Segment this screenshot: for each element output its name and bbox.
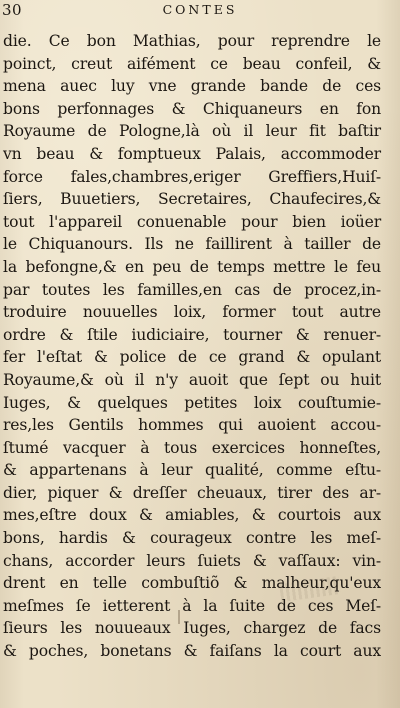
text-line: ſiers, Buuetiers, Secretaires, Chaufecires,& [3,190,381,209]
text-line: die. Ce bon Mathias, pour reprendre le [3,32,381,50]
text-line: ſtumé vacquer à tous exercices honneſtes, [3,438,381,457]
text-line: vn beau & fomptueux Palais, accommoder [3,144,381,163]
text-line: mena auec luy vne grande bande de ces [3,77,381,96]
text-line: ordre & ſtile iudiciaire, tourner & renuer- [3,325,381,344]
body-text [3,30,381,663]
text-line: meſmes ſe ietterent à la ſuite de ces Meſ- [3,596,381,615]
text-line: fer l'eſtat & police de ce grand & opulant [3,348,381,367]
text-line: res,les Gentils hommes qui auoient accou- [3,416,381,435]
text-line: poinct, creut aifément ce beau confeil, & [3,54,381,73]
text-line: ſieurs les nouueaux Iuges, chargez de facs [3,619,381,638]
text-line: troduire nouuelles loix, former tout autre [3,303,381,322]
text-line: bons, hardis & courageux contre les meſ- [3,529,381,548]
text-line: mes,eſtre doux & amiables, & courtois aux [3,506,381,525]
text-line: & poches, bonetans & faiſans la court aux [3,642,381,661]
text-line: chans, accorder leurs ſuiets & vaſſaux: vin- [3,551,381,570]
text-line: le Chiquanours. Ils ne faillirent à tailler de [3,235,381,254]
text-line: dier, piquer & dreſſer cheuaux, tirer des ar- [3,483,381,502]
paper-mark [178,610,180,624]
text-line: Royaume de Pologne,là où il leur fit baſtir [3,122,381,141]
text-line: & appartenans à leur qualité, comme eſtu- [3,461,381,480]
text-line: par toutes les familles,en cas de procez,in- [3,280,381,299]
page-number: 30 [2,1,23,19]
text-line: la befongne,& en peu de temps mettre le feu [3,257,381,276]
text-line: tout l'appareil conuenable pour bien ioüer [3,212,381,231]
text-line: drent en telle combuſtiõ & malheur,qu'eux [3,574,381,593]
text-line: Royaume,& où il n'y auoit que ſept ou huit [3,370,381,389]
text-line: bons perfonnages & Chiquaneurs en fon [3,99,381,118]
page-header [2,0,398,22]
text-line: force fales,chambres,eriger Greffiers,Huiſ- [3,167,381,186]
text-line: Iuges, & quelques petites loix couſtumie- [3,393,381,412]
running-head: CONTES [162,2,238,17]
